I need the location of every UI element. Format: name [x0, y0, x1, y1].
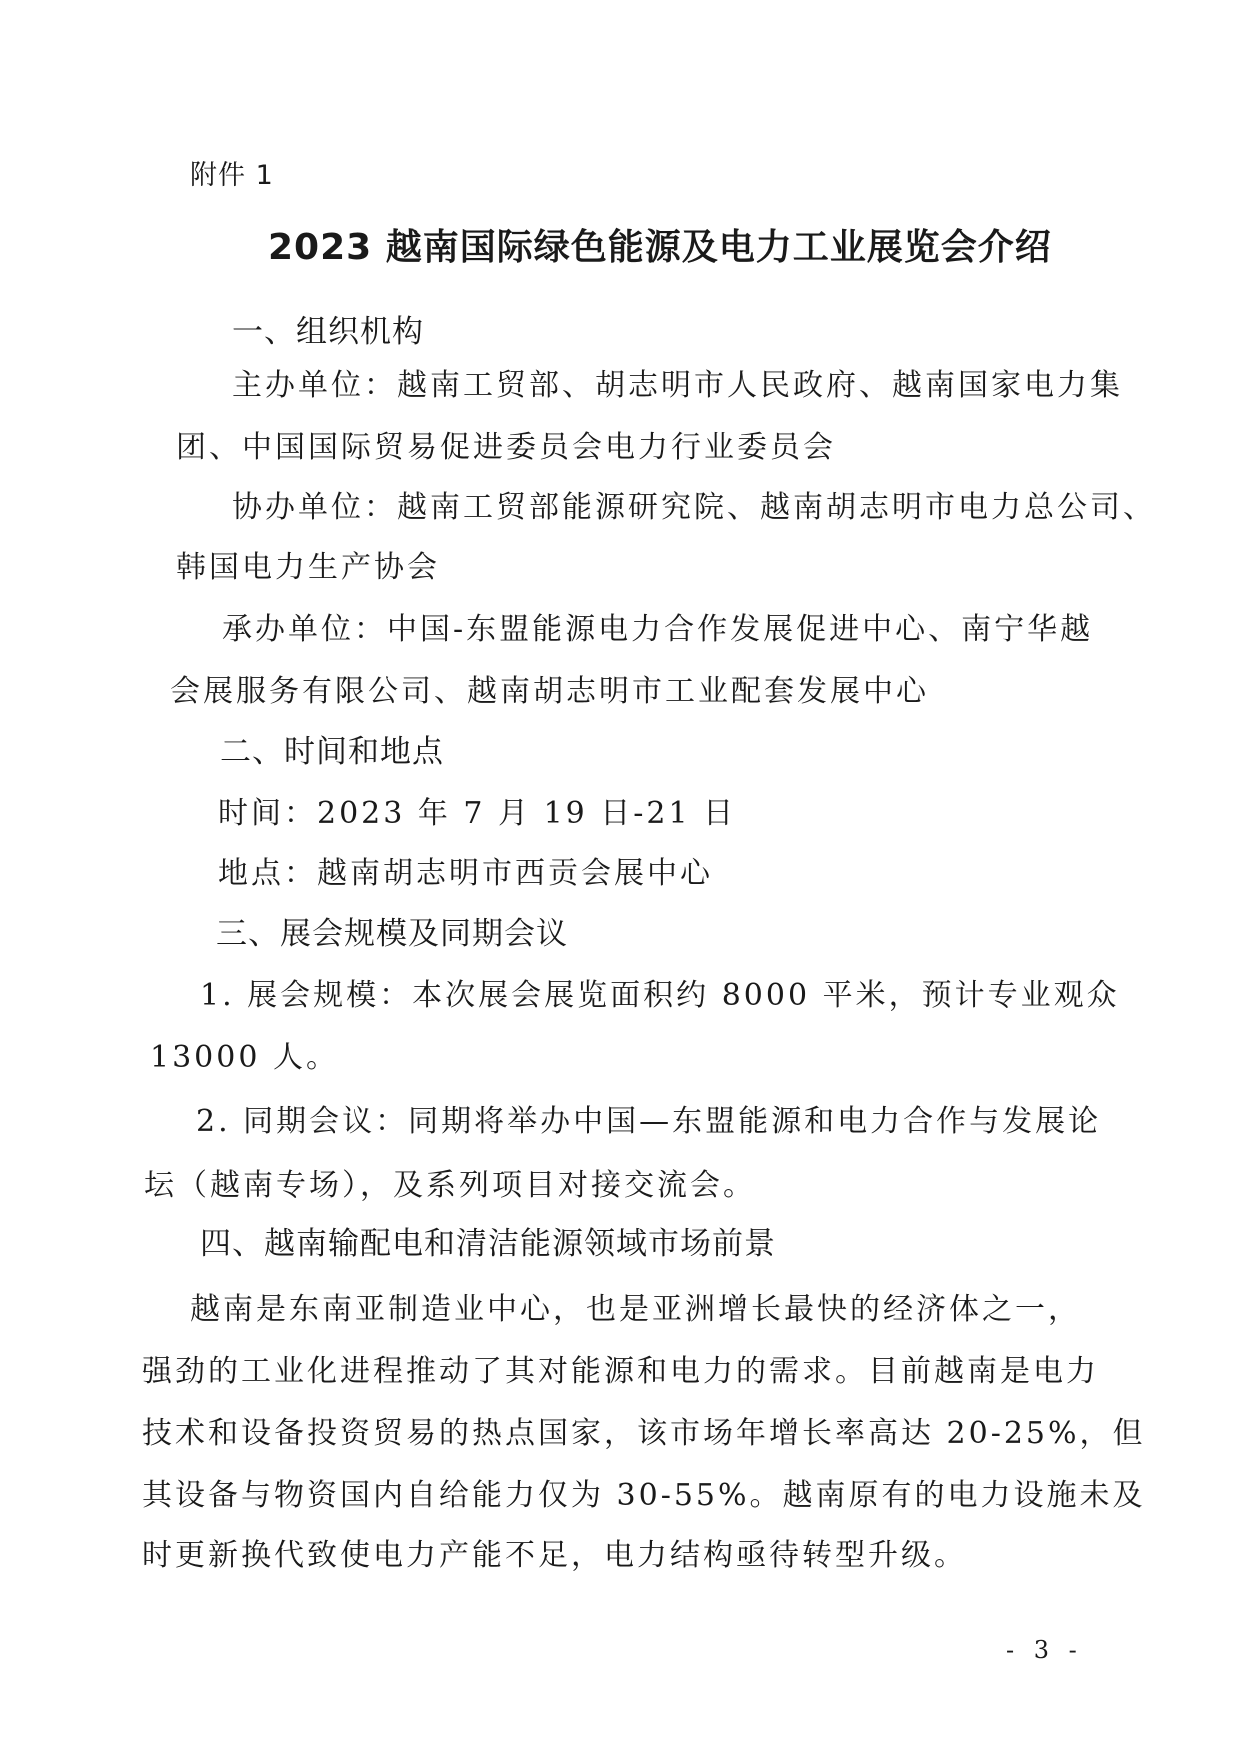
- host-units-line1: 主办单位：越南工贸部、胡志明市人民政府、越南国家电力集: [232, 368, 1123, 403]
- market-paragraph-line: 强劲的工业化进程推动了其对能源和电力的需求。目前越南是电力: [142, 1354, 1099, 1389]
- section-heading-scale: 三、展会规模及同期会议: [216, 916, 568, 952]
- market-paragraph-line: 技术和设备投资贸易的热点国家，该市场年增长率高达 20-25%，但: [142, 1416, 1146, 1451]
- market-paragraph-line: 越南是东南亚制造业中心，也是亚洲增长最快的经济体之一，: [190, 1292, 1081, 1327]
- section-heading-time-place: 二、时间和地点: [220, 734, 444, 770]
- market-paragraph-line: 时更新换代致使电力产能不足，电力结构亟待转型升级。: [142, 1538, 967, 1573]
- co-units-line2: 韩国电力生产协会: [176, 550, 440, 585]
- section-heading-org: 一、组织机构: [232, 314, 424, 350]
- market-paragraph-line: 其设备与物资国内自给能力仅为 30-55%。越南原有的电力设施未及: [142, 1478, 1146, 1513]
- meeting-line2: 坛（越南专场），及系列项目对接交流会。: [144, 1168, 756, 1203]
- organizer-units-line2: 会展服务有限公司、越南胡志明市工业配套发展中心: [170, 674, 929, 709]
- scale-line2: 13000 人。: [150, 1040, 339, 1075]
- page-number: - 3 -: [1006, 1636, 1083, 1664]
- event-place: 地点：越南胡志明市西贡会展中心: [218, 856, 713, 891]
- section-heading-market: 四、越南输配电和清洁能源领域市场前景: [200, 1226, 776, 1262]
- co-units-line1: 协办单位：越南工贸部能源研究院、越南胡志明市电力总公司、: [232, 490, 1156, 525]
- attachment-label: 附件 1: [190, 160, 274, 191]
- scale-line1: 1. 展会规模：本次展会展览面积约 8000 平米，预计专业观众: [200, 978, 1120, 1013]
- organizer-units-line1: 承办单位：中国-东盟能源电力合作发展促进中心、南宁华越: [222, 612, 1094, 647]
- host-units-line2: 团、中国国际贸易促进委员会电力行业委员会: [176, 430, 836, 465]
- document-title: 2023 越南国际绿色能源及电力工业展览会介绍: [268, 227, 1052, 268]
- event-time: 时间：2023 年 7 月 19 日-21 日: [218, 796, 737, 831]
- meeting-line1: 2. 同期会议：同期将举办中国—东盟能源和电力合作与发展论: [196, 1104, 1102, 1139]
